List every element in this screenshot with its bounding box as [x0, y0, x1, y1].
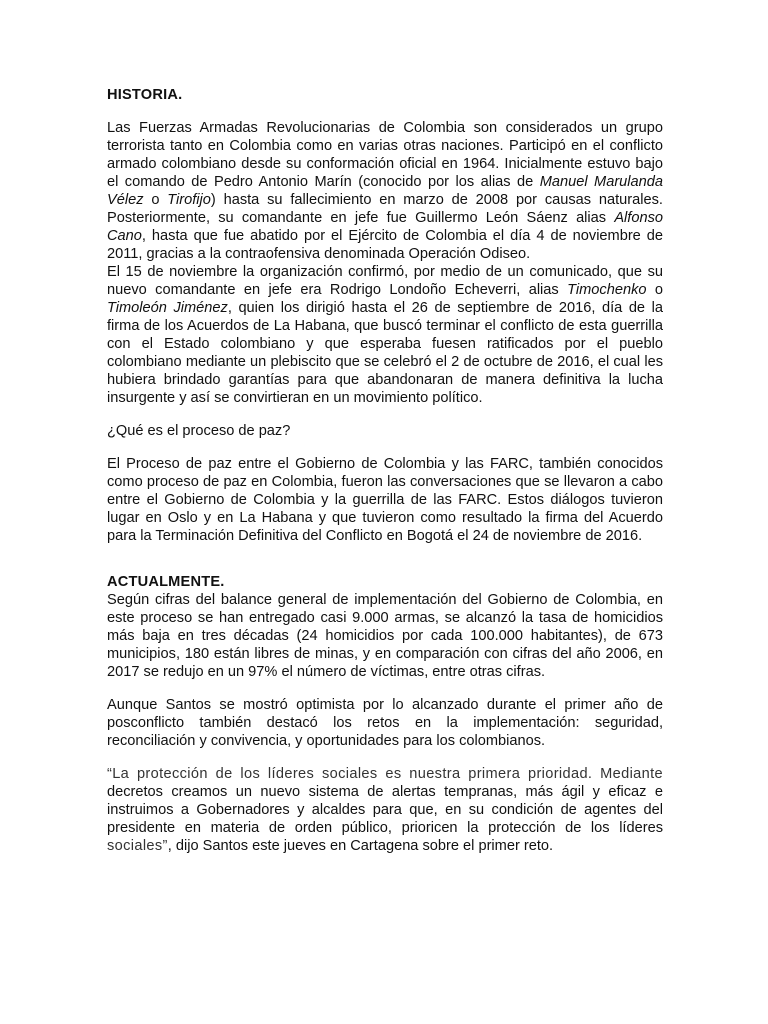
quote-middle: decretos creamos un nuevo sistema de alertas tempranas, más ágil y eficaz e instruimos a Gobernadores y alcaldes para que, en su condición de agentes del presidente en materia de orden público, prioricen la protección de los líderes [107, 784, 663, 836]
section-heading-historia: HISTORIA. [107, 87, 183, 103]
document-page [107, 86, 663, 855]
santos-quote [107, 765, 663, 855]
section-heading-actualmente: ACTUALMENTE. [107, 574, 225, 590]
actualmente-paragraph-2: Aunque Santos se mostró optimista por lo alcanzado durante el primer año de posconflicto también destacó los retos en la implementación: seguridad, reconciliación y convivencia, y oportunidades para los colombianos. [107, 697, 663, 749]
quote-attribution: , dijo Santos este jueves en Cartagena sobre el primer reto. [167, 838, 554, 854]
proceso-paragraph: El Proceso de paz entre el Gobierno de Colombia y las FARC, también conocidos como proceso de paz en Colombia, fueron las conversaciones que se llevaron a cabo entre el Gobierno de Colombia y la guerrilla de las FARC. Estos diálogos tuvieron lugar en Oslo y en La Habana y que tuvieron como resultado la firma del Acuerdo para la Terminación Definitiva del Conflicto en Bogotá el 24 de noviembre de 2016. [107, 456, 663, 544]
quote-opening: “La protección de los líderes sociales es nuestra primera prioridad. Mediante [107, 766, 663, 782]
historia-paragraph-1: Las Fuerzas Armadas Revolucionarias de Colombia son considerados un grupo terrorista tanto en Colombia como en varias otras naciones. Participó en el conflicto armado colombiano desde su conformación oficial en 1964. Inicialmente estuvo bajo el comando de Pedro Antonio Marín (conocido por los alias de Manuel Marulanda Vélez o Tirofijo) hasta su fallecimiento en marzo de 2008 por causas naturales. Posteriormente, su comandante en jefe fue Guillermo León Sáenz alias Alfonso Cano, hasta que fue abatido por el Ejército de Colombia el día 4 de noviembre de 2011, gracias a la contraofensiva denominada Operación Odiseo. [107, 120, 663, 262]
question-proceso-de-paz: ¿Qué es el proceso de paz? [107, 423, 291, 439]
historia-paragraph-2: El 15 de noviembre la organización confirmó, por medio de un comunicado, que su nuevo comandante en jefe era Rodrigo Londoño Echeverri, alias Timochenko o Timoleón Jiménez, quien los dirigió hasta el 26 de septiembre de 2016, día de la firma de los Acuerdos de La Habana, que buscó terminar el conflicto de esta guerrilla con el Estado colombiano y que esperaba fuesen ratificados por el pueblo colombiano mediante un plebiscito que se celebró el 2 de octubre de 2016, el cual les hubiera brindado garantías para que abandonaran de manera definitiva la lucha insurgente y así se convirtieran en un movimiento político. [107, 264, 664, 406]
actualmente-paragraph-1: Según cifras del balance general de implementación del Gobierno de Colombia, en este proceso se han entregado casi 9.000 armas, se alcanzó la tasa de homicidios más baja en tres décadas (24 homicidios por cada 100.000 habitantes), de 673 municipios, 180 están libres de minas, y en comparación con cifras del año 2006, en 2017 se redujo en un 97% el número de víctimas, entre otras cifras. [107, 592, 663, 680]
quote-closing: sociales” [107, 838, 168, 854]
